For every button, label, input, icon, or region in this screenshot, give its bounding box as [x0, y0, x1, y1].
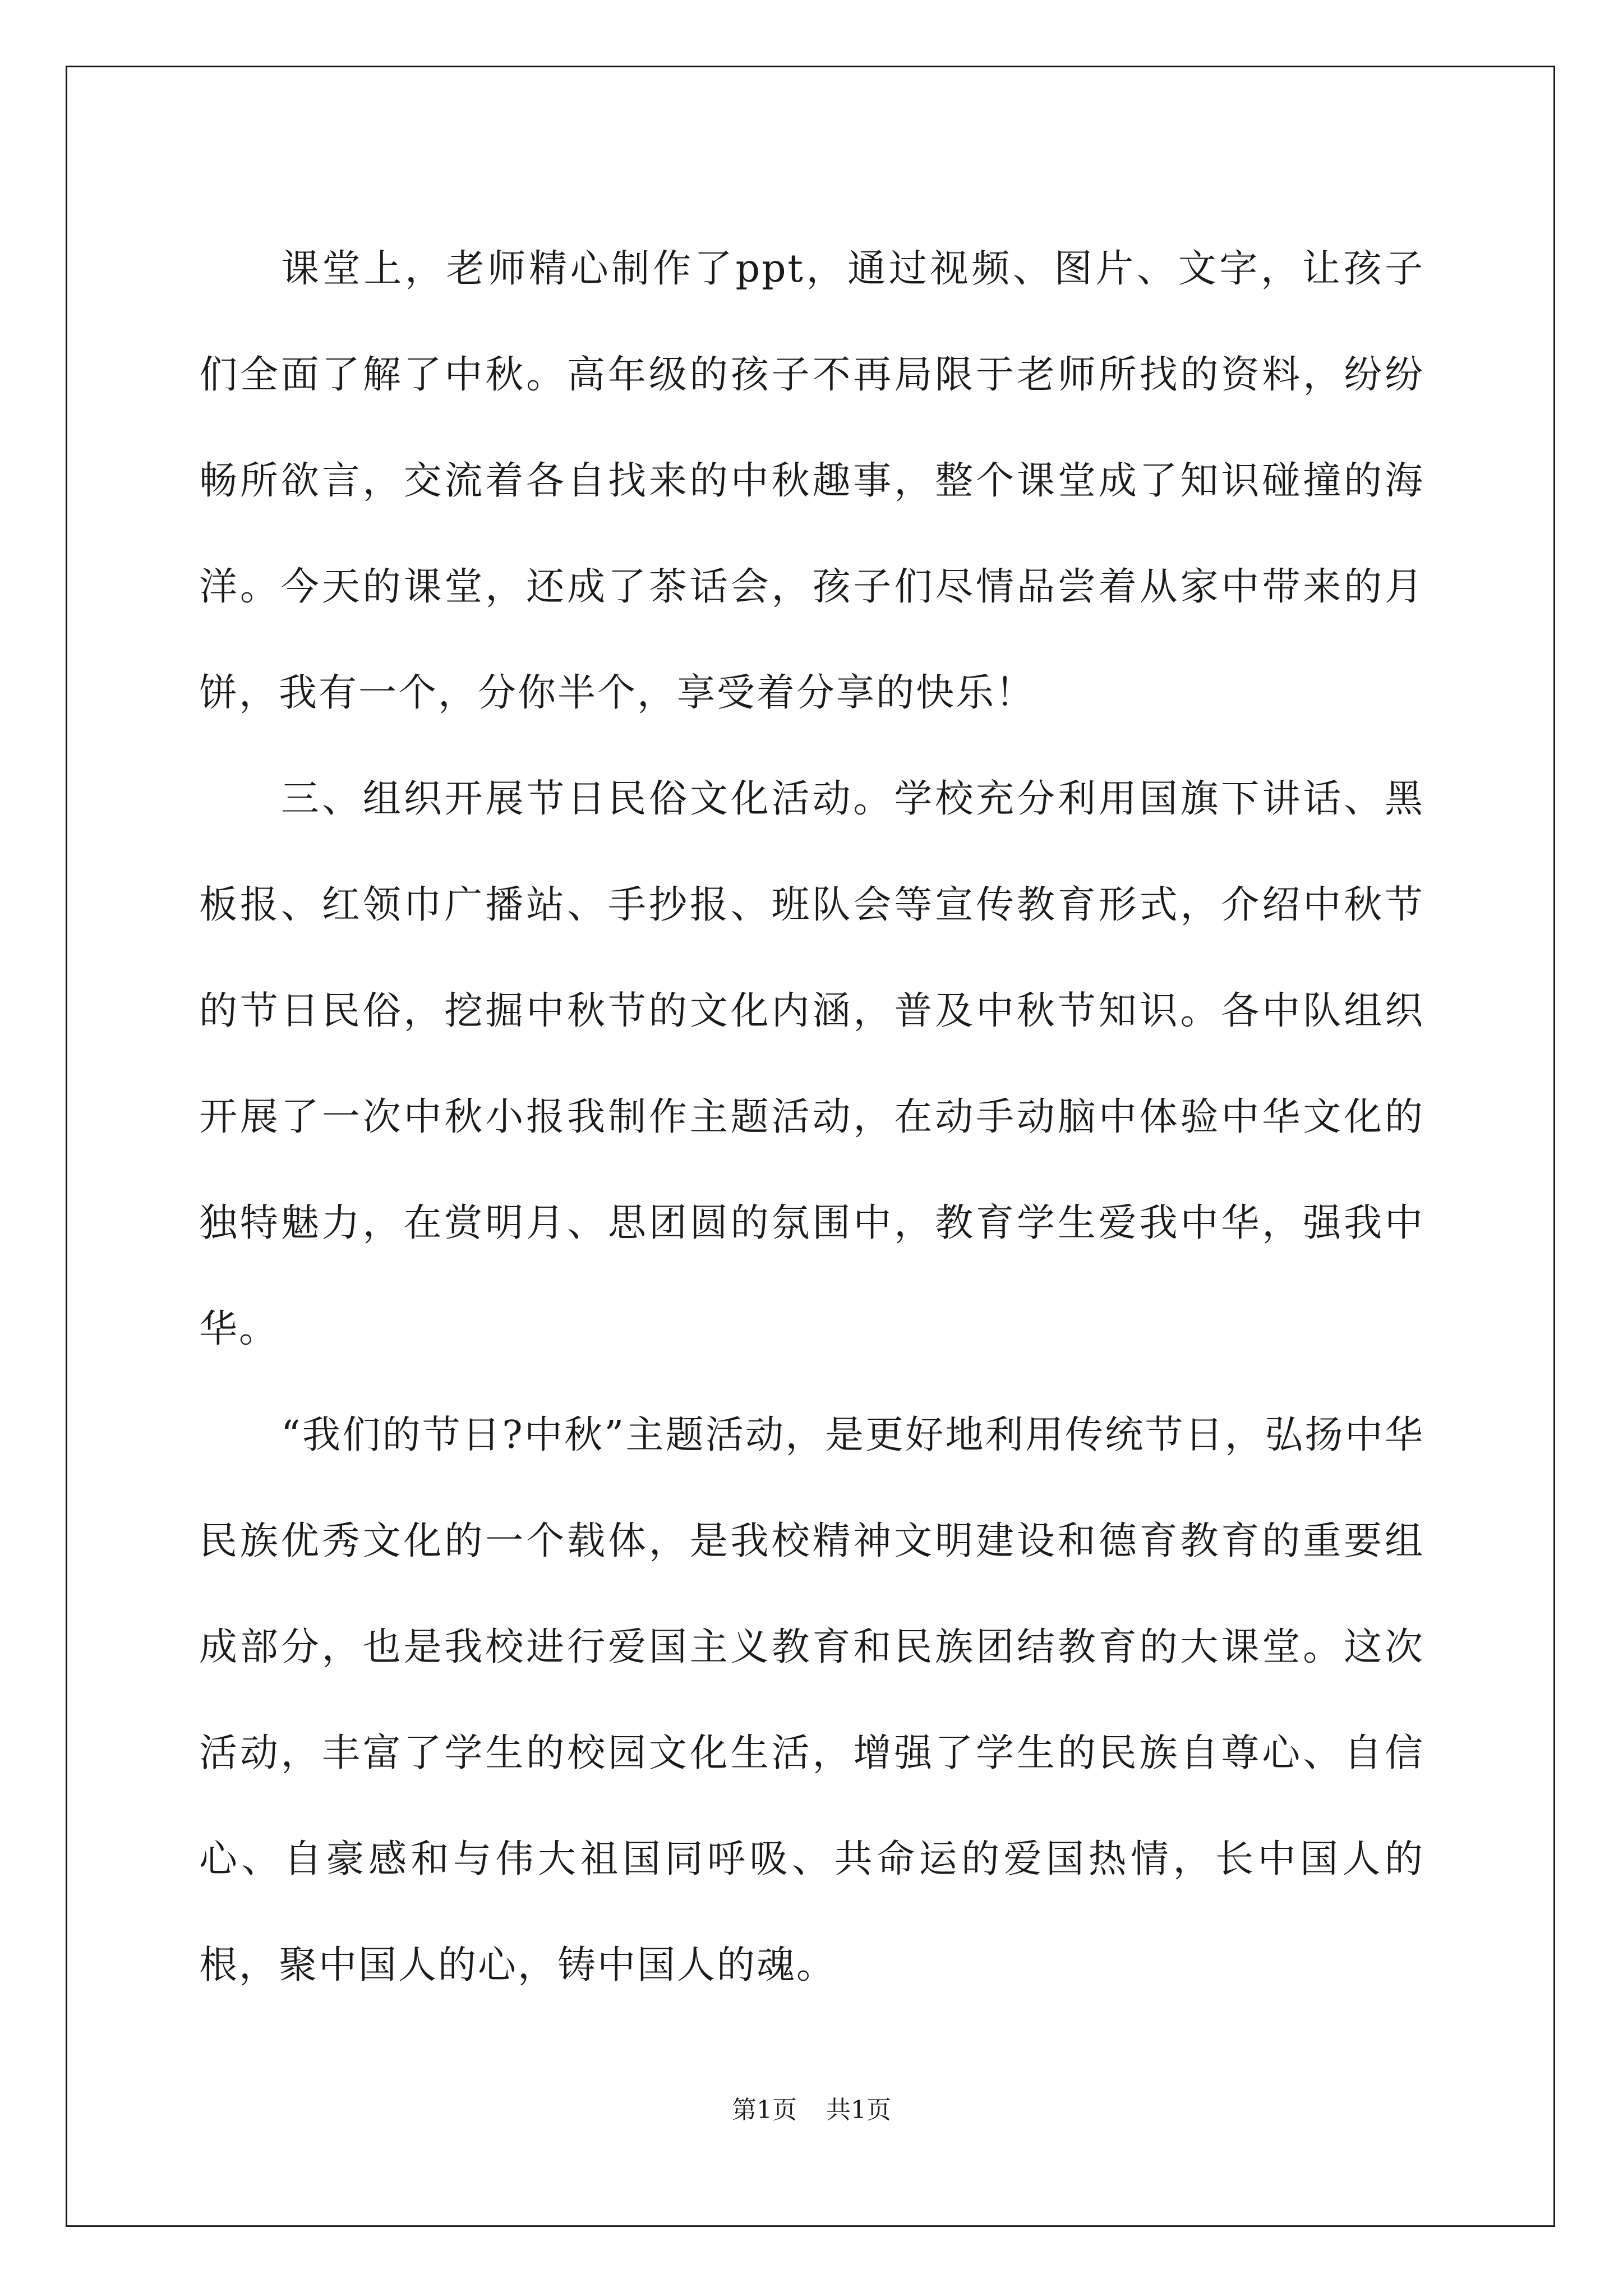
paragraph-2: 三、组织开展节日民俗文化活动。学校充分利用国旗下讲话、黑板报、红领巾广播站、手抄报、班队会等宣传教育形式，介绍中秋节的节日民俗，挖掘中秋节的文化内涵，普及中秋节知识。各中队组织开展了一次中秋小报我制作主题活动，在动手动脑中体验中华文化的独特魅力，在赏明月、思团圆的氛围中，教育学生爱我中华，强我中华。: [199, 777, 1424, 1351]
paragraph-1: 课堂上，老师精心制作了ppt，通过视频、图片、文字，让孩子们全面了解了中秋。高年级的孩子不再局限于老师所找的资料，纷纷畅所欲言，交流着各自找来的中秋趣事，整个课堂成了知识碰撞的海洋。今天的课堂，还成了茶话会，孩子们尽情品尝着从家中带来的月饼，我有一个，分你半个，享受着分享的快乐！: [199, 247, 1424, 715]
page-total: 共1页: [826, 2096, 891, 2124]
document-body: [199, 216, 1424, 2018]
paragraph-3: “我们的节日?中秋”主题活动，是更好地利用传统节日，弘扬中华民族优秀文化的一个载体，是我校精神文明建设和德育教育的重要组成部分，也是我校进行爱国主义教育和民族团结教育的大课堂。这次活动，丰富了学生的校园文化生活，增强了学生的民族自尊心、自信心、自豪感和与伟大祖国同呼吸、共命运的爱国热情，长中国人的根，聚中国人的心，铸中国人的魂。: [199, 1413, 1424, 1987]
page-footer: [0, 2090, 1623, 2125]
page-number: 第1页: [732, 2096, 797, 2124]
